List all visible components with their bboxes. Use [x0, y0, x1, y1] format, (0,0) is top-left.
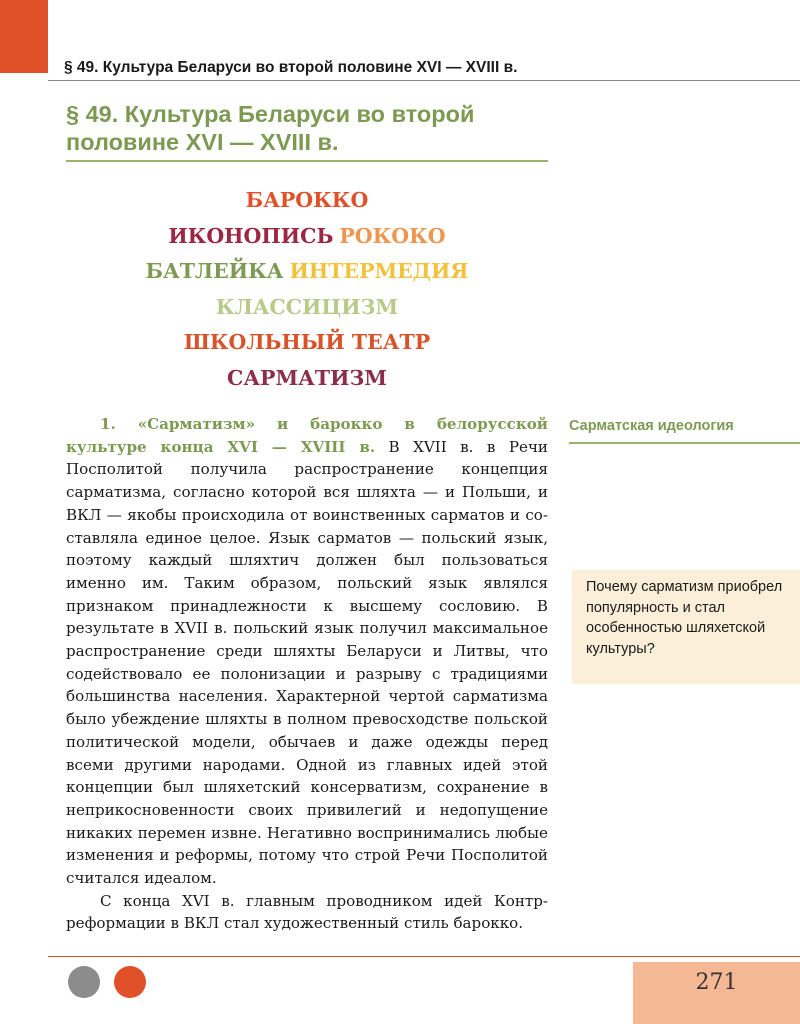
keyword: КЛАССИЦИЗМ [215, 294, 399, 319]
keyword-cloud [66, 183, 548, 396]
page-title [66, 100, 556, 156]
paragraph: С конца XVI в. главным проводником идей Контрреформации в ВКЛ стал художественный стиль барокко. [66, 891, 548, 933]
keyword-line [66, 254, 548, 290]
keyword: САРМАТИЗМ [227, 365, 387, 390]
main-text [66, 413, 548, 935]
keyword: ШКОЛЬНЫЙ ТЕАТР [183, 330, 431, 354]
title-line-1: § 49. Культура Беларуси во второй [66, 101, 475, 127]
keyword-line [66, 361, 548, 397]
keyword-line [66, 290, 548, 326]
keyword: ИНТЕРМЕДИЯ [289, 259, 469, 283]
page-number: 271 [633, 962, 800, 1024]
keyword-line [66, 219, 548, 255]
chapter-tab [0, 0, 48, 73]
keyword-line [66, 183, 548, 219]
keyword: БАТЛЕЙКА [145, 259, 284, 283]
section-heading: 1. «Сарматизм» и барокко в белорусской культуре конца XVI — XVIII в. [66, 415, 548, 456]
paragraph [66, 413, 548, 890]
orange-dot-icon [114, 966, 146, 998]
paragraph-text: В XVII в. в Речи Посполитой получила распространение концепция сарматизма, согласно которой вся шляхта — и Польши, и ВКЛ — якобы происходила от воинственных сарматов и составляла единое целое. Язык сарматов — польский язык, поэтому каждый шляхтич должен был пользоваться именно им. Таким образом, польский язык являлся признаком принадлежности к высшему сословию. В результате в XVII в. польский язык получил максимальное распространение среди шляхты Беларуси и Литвы, что содействовало ее полонизации и разрыву с традициями большинства населения. Характерной чертой сарматизма было убеждение шляхты в полном превосходстве польской политической модели, обычаев и даже одежды перед всеми другими народами. Одной из главных идей этой концепции был шляхетский консерватизм, сохранение в неприкосновенности своих привилегий и недопущение никаких перемен извне. Негативно воспринимались любые изменения и реформы, потому что строй Речи Посполитой считался идеалом. [66, 437, 548, 888]
margin-divider [569, 442, 800, 444]
keyword: ИКОНОПИСЬ [168, 223, 334, 248]
question-box: Почему сарматизм приобрел популярность и стал особенностью шляхетской культуры? [572, 570, 800, 684]
footer-divider [48, 956, 800, 957]
keyword: РОКОКО [339, 223, 446, 248]
title-line-2: половине XVI — XVIII в. [66, 129, 339, 155]
keyword: БАРОККО [245, 188, 369, 212]
header-divider [48, 80, 800, 81]
title-divider [66, 160, 548, 162]
running-header: § 49. Культура Беларуси во второй половине XVI — XVIII в. [64, 59, 518, 76]
gray-dot-icon [68, 966, 100, 998]
keyword-line [66, 325, 548, 361]
margin-heading: Сарматская идеология [569, 418, 734, 434]
